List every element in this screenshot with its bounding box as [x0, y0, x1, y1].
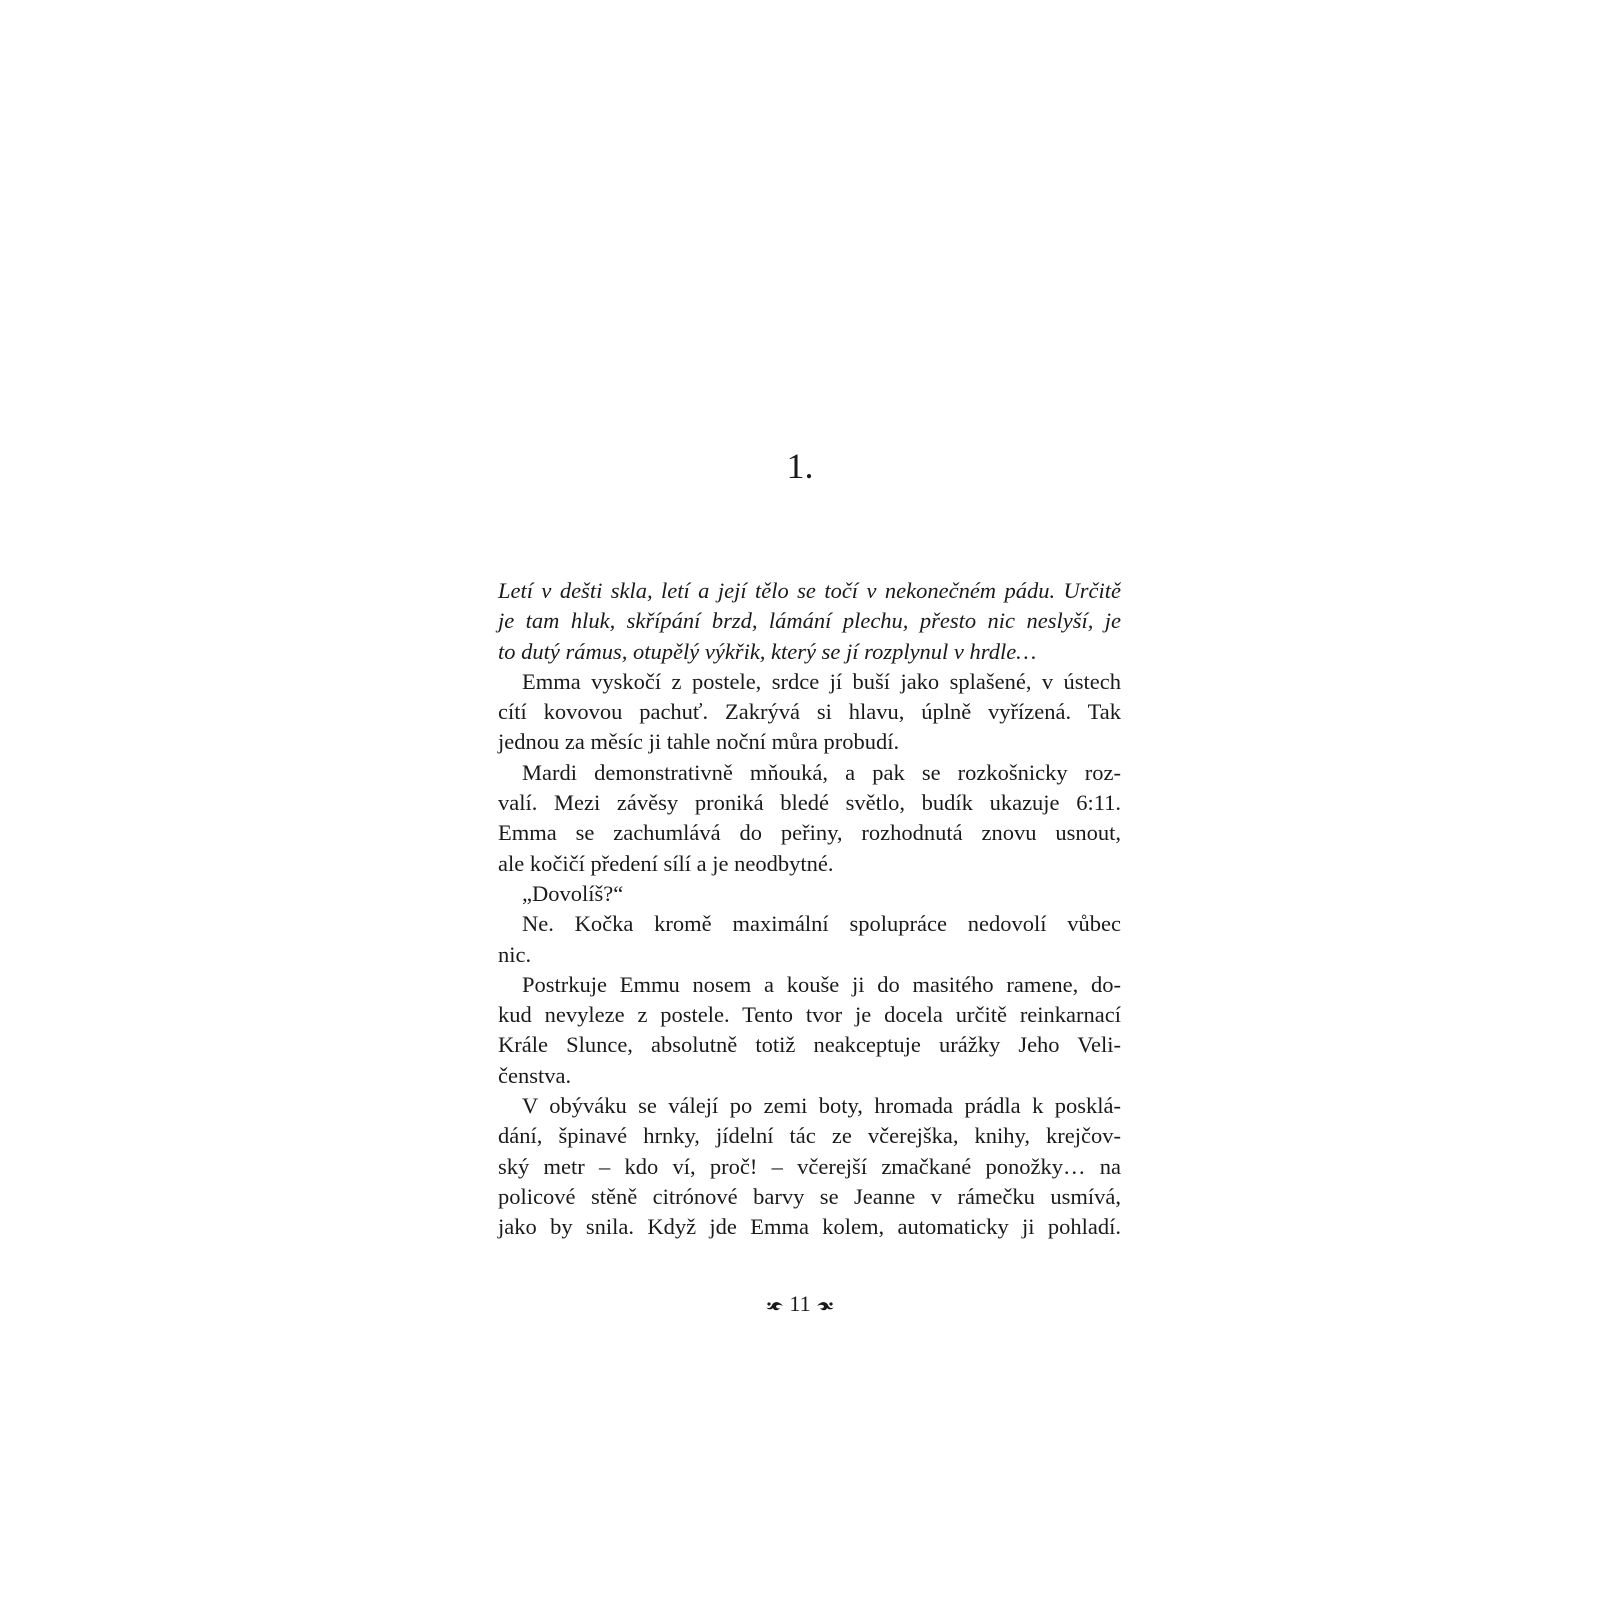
chapter-number: 1. [786, 446, 814, 486]
text-line: kud nevyleze z postele. Tento tvor je docela určitě reinkarnací [498, 1002, 1121, 1028]
right-ornament-icon [815, 1293, 835, 1319]
text-line: to dutý rámus, otupělý výkřik, který se jí rozplynul v hrdle… [498, 638, 1037, 664]
text-line: jako by snila. Když jde Emma kolem, automaticky ji pohladí. [498, 1214, 1121, 1240]
text-line: Emma vyskočí z postele, srdce jí buší jako splašené, v ústech [522, 668, 1121, 694]
left-ornament-icon [765, 1293, 785, 1319]
text-line: Mardi demonstrativně mňouká, a pak se rozkošnicky roz- [522, 759, 1121, 785]
text-line: Postrkuje Emmu nosem a kouše ji do masitého ramene, do- [522, 971, 1121, 997]
text-line: čenstva. [498, 1062, 572, 1088]
text-line: Letí v dešti skla, letí a její tělo se točí v nekonečném pádu. Určitě [498, 578, 1121, 603]
text-line: dání, špinavé hrnky, jídelní tác ze včerejška, knihy, krejčov- [498, 1123, 1121, 1149]
text-line: valí. Mezi závěsy proniká bledé světlo, budík ukazuje 6:11. [498, 790, 1121, 816]
text-line: Emma se zachumlává do peřiny, rozhodnutá znovu usnout, [498, 820, 1121, 846]
text-line: Ne. Kočka kromě maximální spolupráce nedovolí vůbec [522, 911, 1121, 937]
text-line: Krále Slunce, absolutně totiž neakceptuje urážky Jeho Veli- [498, 1032, 1121, 1058]
text-line: ský metr – kdo ví, proč! – včerejší zmačkané ponožky… na [498, 1153, 1121, 1179]
text-line: „Dovolíš?“ [522, 880, 624, 906]
text-line: jednou za měsíc ji tahle noční můra probudí. [498, 729, 900, 755]
text-line: V obýváku se válejí po zemi boty, hromada prádla k posklá- [522, 1093, 1121, 1119]
text-line: policové stěně citrónové barvy se Jeanne v rámečku usmívá, [498, 1183, 1121, 1209]
body-text [498, 576, 1121, 1243]
text-line: ale kočičí předení sílí a je neodbytné. [498, 850, 834, 876]
page-footer [0, 1291, 1600, 1319]
text-line: je tam hluk, skřípání brzd, lámání plechu, přesto nic neslyší, je [498, 608, 1121, 634]
page-number: 11 [789, 1291, 811, 1316]
text-line: nic. [498, 941, 532, 967]
text-line: cítí kovovou pachuť. Zakrývá si hlavu, úplně vyřízená. Tak [498, 699, 1121, 725]
